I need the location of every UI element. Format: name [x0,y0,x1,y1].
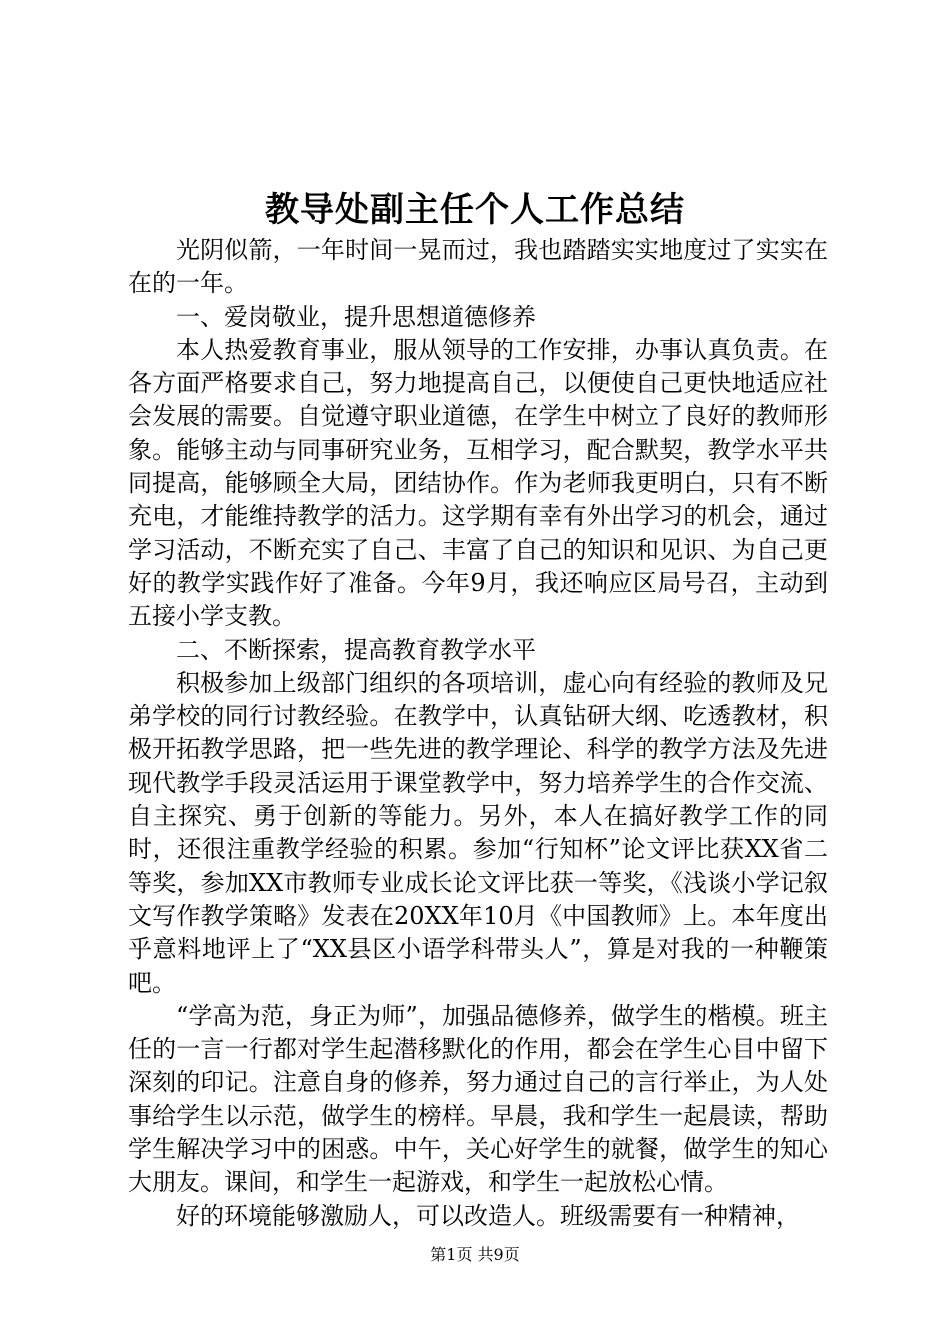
paragraph-role-model: “学高为范，身正为师”，加强品德修养，做学生的楷模。班主任的一言一行都对学生起潜移默化的作用，都会在学生心目中留下深刻的印记。注意自身的修养，努力通过自己的言行举止，为人处事给学生以示范，做学生的榜样。早晨，我和学生一起晨读，帮助学生解决学习中的困惑。中午，关心好学生的就餐，做学生的知心大朋友。课间，和学生一起游戏，和学生一起放松心情。 [128,1001,828,1197]
paragraph-section-2: 积极参加上级部门组织的各项培训，虚心向有经验的教师及兄弟学校的同行讨教经验。在教学中，认真钻研大纲、吃透教材，积极开拓教学思路，把一些先进的教学理论、科学的教学方法及先进现代教学手段灵活运用于课堂教学中，努力培养学生的合作交流、自主探究、勇于创新的等能力。另外，本人在搞好教学工作的同时，还很注重教学经验的积累。参加“行知杯”论文评比获XX省二等奖，参加XX市教师专业成长论文评比获一等奖，《浅谈小学记叙文写作教学策略》发表在20XX年10月《中国教师》上。本年度出乎意料地评上了“XX县区小语学科带头人”，算是对我的一种鞭策吧。 [128,668,828,997]
document-body [128,234,828,1233]
page-footer: 第1页 共9页 [430,1245,520,1264]
document-title: 教导处副主任个人工作总结 [265,190,685,230]
paragraph-section-1: 本人热爱教育事业，服从领导的工作安排，办事认真负责。在各方面严格要求自己，努力地提高自己，以便使自己更快地适应社会发展的需要。自觉遵守职业道德，在学生中树立了良好的教师形象。能够主动与同事研究业务，互相学习，配合默契，教学水平共同提高，能够顾全大局，团结协作。作为老师我更明白，只有不断充电，才能维持教学的活力。这学期有幸有外出学习的机会，通过学习活动，不断充实了自己、丰富了自己的知识和见识、为自己更好的教学实践作好了准备。今年9月，我还响应区局号召，主动到五接小学支教。 [128,335,828,631]
paragraph-environment: 好的环境能够激励人，可以改造人。班级需要有一种精神， [176,1201,800,1230]
section-heading-2: 二、不断探索，提高教育教学水平 [176,635,536,664]
section-heading-1: 一、爱岗敬业，提升思想道德修养 [176,302,536,331]
paragraph-intro: 光阴似箭，一年时间一晃而过，我也踏踏实实地度过了实实在在的一年。 [128,236,828,298]
